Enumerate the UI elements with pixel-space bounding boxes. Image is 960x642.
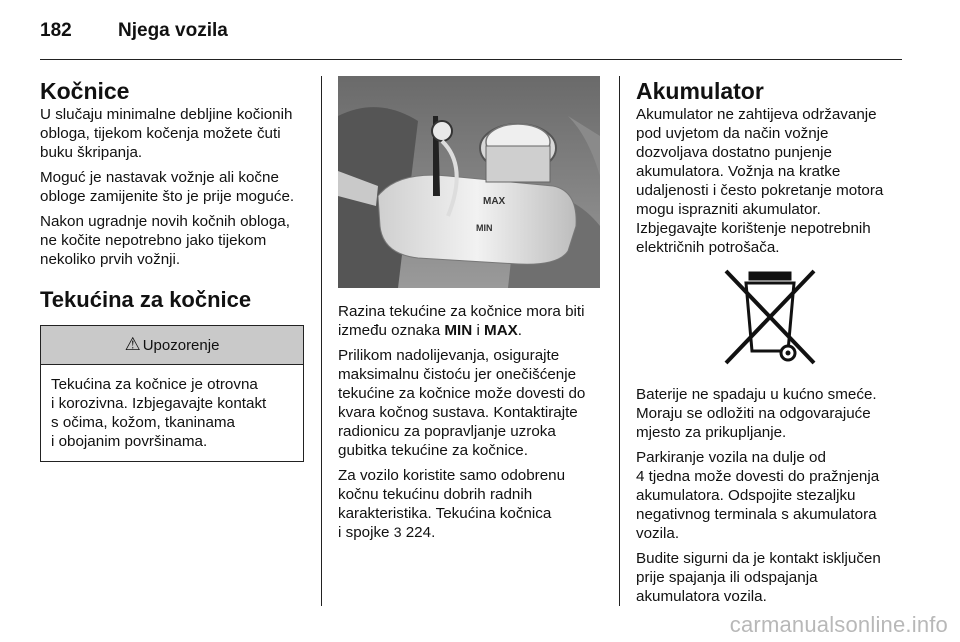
warning-line: i obojanim površinama. bbox=[51, 433, 208, 450]
column-brake-fluid bbox=[338, 70, 608, 542]
column-battery bbox=[636, 70, 904, 612]
paragraph: Prilikom nadolijevanja, osigurajte maksimalnu čistoću jer onečišćenje tekućine za kočnice može dovesti do kvara kočnog sustava. Kontaktirajte radionicu za popravljanje uzroka gubitka tekućine za kočnice. bbox=[338, 347, 586, 459]
min-mark: MIN bbox=[444, 322, 473, 339]
column-divider-2 bbox=[619, 76, 620, 606]
reference-arrow-icon: 3 bbox=[393, 524, 402, 540]
column-divider-1 bbox=[321, 76, 322, 606]
warning-title: Upozorenje bbox=[142, 336, 220, 354]
paragraph: U slučaju minimalne debljine kočionih obloga, tijekom kočenja možete čuti buku škripanja. bbox=[40, 106, 293, 161]
paragraph: Moguć je nastavak vožnje ali kočne obloge zamijenite što je prije moguće. bbox=[40, 169, 295, 205]
warning-header bbox=[41, 326, 303, 365]
bin-icon-wrapper bbox=[636, 265, 904, 375]
paragraph: Izbjegavajte korištenje nepotrebnih električnih potrošača. bbox=[636, 220, 871, 256]
paragraph: Budite sigurni da je kontakt isključen prije spajanja ili odspajanja akumulatora vozila. bbox=[636, 550, 881, 605]
paragraph: Akumulator ne zahtijeva održavanje pod uvjetom da način vožnje dozvoljava dostatno punjenje akumulatora. Vožnja na kratke udaljenosti i često pokretanje motora mogu isprazniti akumulator. bbox=[636, 106, 884, 218]
chapter-title: Njega vozila bbox=[118, 20, 228, 41]
warning-triangle-icon: ⚠ bbox=[124, 333, 141, 354]
warning-body bbox=[41, 365, 303, 461]
column-brakes bbox=[40, 70, 305, 462]
paragraph: Baterije ne spadaju u kućno smeće. Moraju se odložiti na odgovarajuće mjesto za prikupljanje. bbox=[636, 386, 877, 441]
warning-box bbox=[40, 325, 304, 462]
header-divider bbox=[40, 59, 902, 60]
warning-line: s očima, kožom, tkaninama bbox=[51, 414, 236, 431]
section-heading-brakes: Kočnice bbox=[40, 78, 130, 104]
paragraph-fluid-level: Razina tekućine za kočnice mora biti između oznaka MIN i MAX. bbox=[338, 303, 585, 339]
warning-line: Tekućina za kočnice je otrovna bbox=[51, 376, 258, 393]
max-mark: MAX bbox=[484, 322, 518, 339]
brake-fluid-reservoir-photo bbox=[338, 76, 600, 288]
page-reference-link[interactable]: 3 224. bbox=[393, 524, 436, 541]
min-label: MIN bbox=[476, 223, 493, 233]
paragraph: Nakon ugradnje novih kočnih obloga, ne kočite nepotrebno jako tijekom nekoliko prvih vožnji. bbox=[40, 213, 290, 268]
paragraph-parking: Parkiranje vozila na dulje od 4 tjedna može dovesti do pražnjenja akumulatora. Odspojite stezaljku negativnog terminala s akumulatora vozila. bbox=[636, 449, 880, 542]
paragraph-approved-fluid: Za vozilo koristite samo odobrenu kočnu tekućinu dobrih radnih karakteristika. Tekućina kočnica i spojke 3 224. bbox=[338, 467, 566, 541]
subsection-heading-brake-fluid: Tekućina za kočnice bbox=[40, 287, 252, 312]
max-label: MAX bbox=[483, 196, 506, 207]
page-header bbox=[40, 20, 920, 50]
warning-line: i korozivna. Izbjegavajte kontakt bbox=[51, 395, 267, 412]
section-heading-battery: Akumulator bbox=[636, 78, 764, 104]
crossed-out-wheelie-bin-icon bbox=[720, 265, 820, 369]
watermark: carmanualsonline.info bbox=[729, 612, 948, 637]
page-number: 182 bbox=[40, 20, 72, 41]
brake-fluid-reservoir-illustration bbox=[338, 76, 600, 288]
